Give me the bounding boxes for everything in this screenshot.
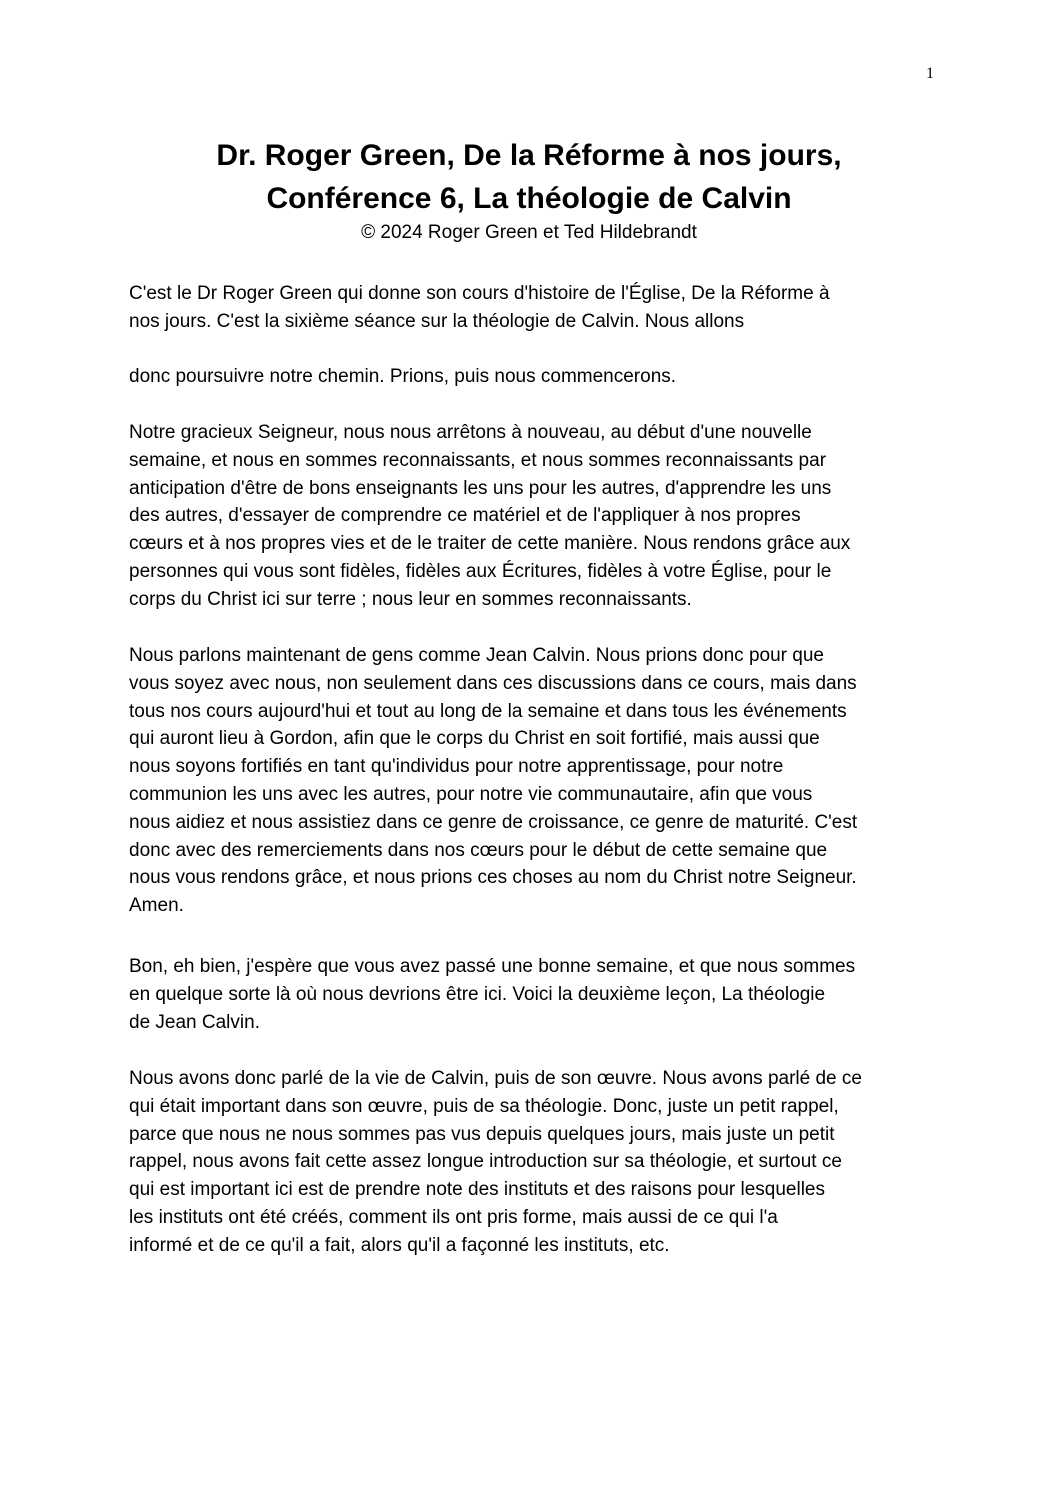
text-line: les instituts ont été créés, comment ils ont pris forme, mais aussi de ce qui l'a	[129, 1206, 778, 1228]
text-line: informé et de ce qu'il a fait, alors qu'il a façonné les instituts, etc.	[129, 1234, 670, 1256]
text-line: nous vous rendons grâce, et nous prions ces choses au nom du Christ notre Seigneur.	[129, 867, 857, 889]
text-line: semaine, et nous en sommes reconnaissants, et nous sommes reconnaissants par	[129, 449, 827, 471]
text-line: donc avec des remerciements dans nos cœurs pour le début de cette semaine que	[129, 839, 828, 861]
text-line: communion les uns avec les autres, pour notre vie communautaire, afin que vous	[129, 783, 813, 805]
text-line: Bon, eh bien, j'espère que vous avez passé une bonne semaine, et que nous sommes	[129, 956, 856, 977]
text-line: qui auront lieu à Gordon, afin que le corps du Christ en soit fortifié, mais aussi que	[129, 728, 820, 750]
paragraph-continue	[129, 363, 929, 391]
text-line: Amen.	[129, 895, 184, 917]
text-line: C'est le Dr Roger Green qui donne son cours d'histoire de l'Église, De la Réforme à	[129, 283, 830, 304]
text-line: qui était important dans son œuvre, puis de sa théologie. Donc, juste un petit rappel,	[129, 1095, 839, 1117]
text-line: nous soyons fortifiés en tant qu'individus pour notre apprentissage, pour notre	[129, 756, 784, 778]
text-line: qui est important ici est de prendre note des instituts et des raisons pour lesquelles	[129, 1179, 825, 1201]
paragraph-intro	[129, 280, 929, 336]
paragraph-lesson	[129, 953, 929, 1036]
text-line: anticipation d'être de bons enseignants les uns pour les autres, d'apprendre les uns	[129, 477, 832, 499]
text-line: Nous avons donc parlé de la vie de Calvin, puis de son œuvre. Nous avons parlé de ce	[129, 1068, 862, 1089]
text-line: tous nos cours aujourd'hui et tout au long de la semaine et dans tous les événements	[129, 700, 847, 722]
text-line: donc poursuivre notre chemin. Prions, puis nous commencerons.	[129, 366, 677, 387]
text-line: corps du Christ ici sur terre ; nous leur en sommes reconnaissants.	[129, 588, 692, 610]
text-line: nos jours. C'est la sixième séance sur la théologie de Calvin. Nous allons	[129, 310, 745, 332]
document-title	[100, 134, 958, 220]
paragraph-prayer-2	[129, 642, 929, 920]
text-line: en quelque sorte là où nous devrions être ici. Voici la deuxième leçon, La théologie	[129, 983, 826, 1005]
text-line: personnes qui vous sont fidèles, fidèles aux Écritures, fidèles à votre Église, pour le	[129, 560, 832, 582]
text-line: rappel, nous avons fait cette assez longue introduction sur sa théologie, et surtout ce	[129, 1151, 842, 1173]
text-line: parce que nous ne nous sommes pas vus depuis quelques jours, mais juste un petit	[129, 1123, 835, 1145]
text-line: de Jean Calvin.	[129, 1011, 260, 1033]
copyright-line: © 2024 Roger Green et Ted Hildebrandt	[361, 222, 697, 243]
title-line-2: Conférence 6, La théologie de Calvin	[266, 182, 792, 215]
text-line: des autres, d'essayer de comprendre ce matériel et de l'appliquer à nos propres	[129, 505, 801, 527]
text-line: nous aidiez et nous assistiez dans ce genre de croissance, ce genre de maturité. C'est	[129, 811, 858, 833]
paragraph-prayer-1	[129, 419, 929, 614]
text-line: cœurs et à nos propres vies et de le traiter de cette manière. Nous rendons grâce aux	[129, 533, 851, 555]
page-number: 1	[926, 65, 934, 82]
text-line: vous soyez avec nous, non seulement dans ces discussions dans ce cours, mais dans	[129, 672, 857, 694]
title-line-1: Dr. Roger Green, De la Réforme à nos jours,	[216, 139, 842, 172]
paragraph-recap	[129, 1065, 929, 1260]
text-line: Nous parlons maintenant de gens comme Jean Calvin. Nous prions donc pour que	[129, 645, 824, 666]
text-line: Notre gracieux Seigneur, nous nous arrêtons à nouveau, au début d'une nouvelle	[129, 422, 812, 443]
